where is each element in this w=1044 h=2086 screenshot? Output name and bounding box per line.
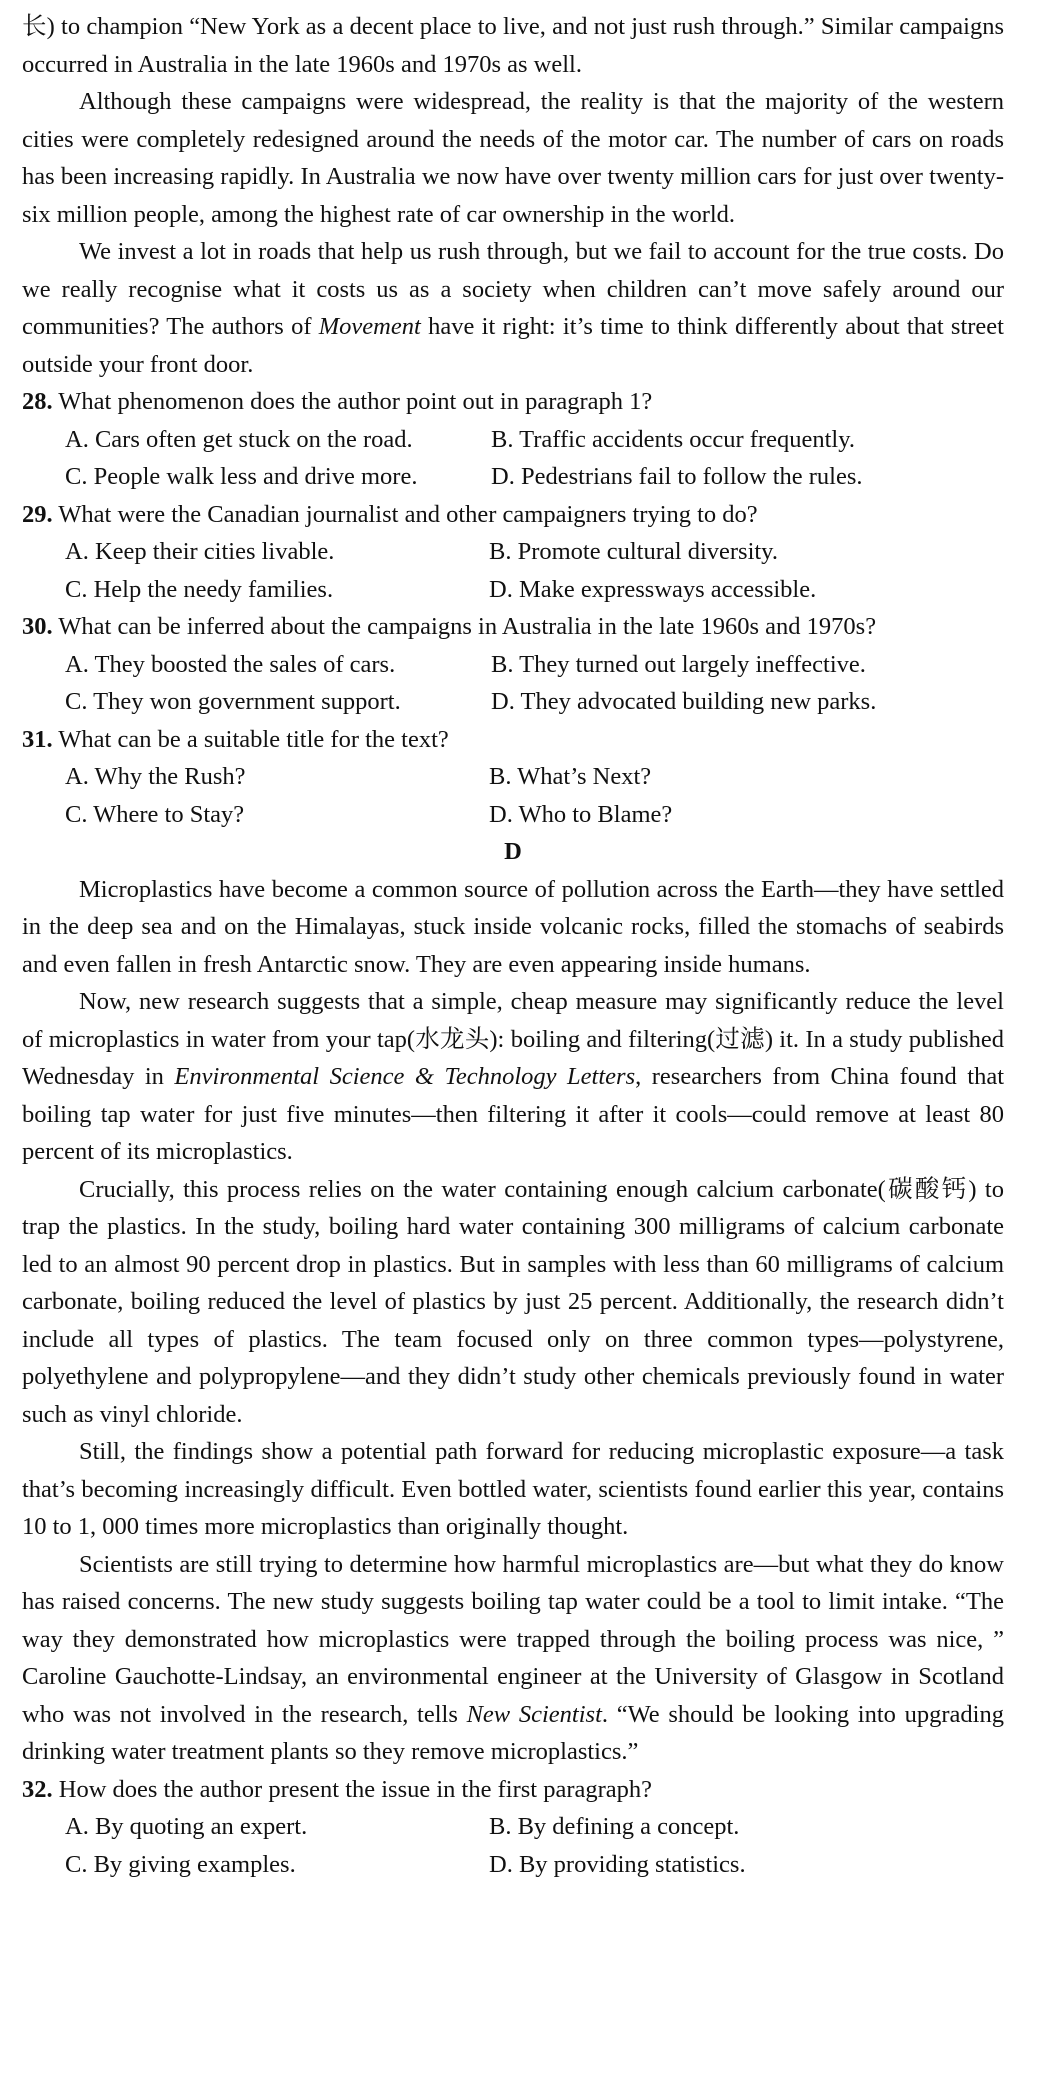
question-28 [22, 383, 1004, 496]
options [22, 758, 1004, 833]
question-text: What were the Canadian journalist and other campaigners trying to do? [52, 500, 758, 528]
question-number: 29. [22, 500, 53, 528]
paragraph-d-2 [22, 983, 1004, 1171]
paragraph-text: Crucially, this process relies on the water containing enough calcium carbonate(碳酸钙) to trap the plastics. In the study, boiling hard water containing 300 milligrams of calcium carbonate led to an almost 90 percent drop in plastics. But in samples with less than 60 milligrams of calcium carbonate, boiling reduced the level of plastics by just 25 percent. Additionally, the research didn’t include all types of plastics. The team focused only on three common types—polystyrene, polyethylene and polypropylene—and they didn’t study other chemicals previously found in water such as vinyl chloride. [22, 1175, 1004, 1428]
question-stem [22, 608, 1004, 646]
option-d: D. They advocated building new parks. [491, 688, 877, 715]
question-29 [22, 496, 1004, 609]
question-number: 30. [22, 613, 53, 640]
paragraph-text: Still, the findings show a potential path forward for reducing microplastic exposure—a task that’s becoming increasingly difficult. Even bottled water, scientists found earlier this year, contains 10 to 1, 000 times more microplastics than originally thought. [22, 1438, 1004, 1540]
options [22, 646, 1004, 721]
option-d: D. Who to Blame? [489, 800, 673, 828]
paragraph-d-3 [22, 1171, 1004, 1434]
option-d: D. Pedestrians fail to follow the rules. [491, 463, 863, 490]
question-30 [22, 608, 1004, 721]
question-stem [22, 721, 1004, 759]
option-a: A. By quoting an expert. [65, 1813, 308, 1840]
options [22, 1808, 1004, 1883]
option-c: C. Where to Stay? [65, 800, 245, 828]
question-text: What can be a suitable title for the text? [52, 725, 449, 753]
option-d: D. Make expressways accessible. [489, 575, 817, 603]
book-title: Movement [318, 313, 421, 340]
magazine-title: New Scientist [466, 1700, 602, 1728]
option-d: D. By providing statistics. [489, 1850, 746, 1878]
paragraph-c-3 [22, 233, 1004, 383]
option-b: B. By defining a concept. [489, 1813, 740, 1840]
paragraph-d-5 [22, 1546, 1004, 1771]
option-b: B. Traffic accidents occur frequently. [491, 425, 855, 453]
options [22, 421, 1004, 496]
paragraph-text: , researchers from China found that boiling tap water for just five minutes—then filtering it after it cools—could remove at least 80 percent of its microplastics. [22, 1063, 1004, 1165]
section-heading: D [504, 838, 522, 865]
question-31 [22, 721, 1004, 834]
question-text: What phenomenon does the author point out in paragraph 1? [52, 388, 653, 415]
option-b: B. They turned out largely ineffective. [491, 650, 866, 678]
option-a: A. Cars often get stuck on the road. [65, 425, 413, 453]
paragraph-text: have it right: it’s time to think differently about that street outside your front door. [22, 313, 1004, 378]
option-c: C. They won government support. [65, 688, 401, 715]
options [22, 533, 1004, 608]
option-c: C. By giving examples. [65, 1850, 296, 1878]
question-number: 32. [22, 1775, 53, 1803]
option-b: B. Promote cultural diversity. [489, 538, 778, 565]
paragraph-text: Scientists are still trying to determine how harmful microplastics are—but what they do know has raised concerns. The new study suggests boiling tap water could be a tool to limit intake. “The way they demonstrated how microplastics were trapped through the boiling process was nice, ” Caroline Gauchotte-Lindsay, an environmental engineer at the University of Glasgow in Scotland who was not involved in the research, tells [22, 1550, 1004, 1728]
option-b: B. What’s Next? [489, 763, 652, 790]
paragraph-text: Although these campaigns were widespread, the reality is that the majority of the western cities were completely redesigned around the needs of the motor car. The number of cars on roads has been increasing rapidly. In Australia we now have over twenty million cars for just over twenty-six million people, among the highest rate of car ownership in the world. [22, 88, 1004, 228]
option-a: A. They boosted the sales of cars. [65, 650, 396, 678]
question-stem [22, 496, 1004, 534]
paragraph-text: We invest a lot in roads that help us rush through, but we fail to account for the true costs. Do we really recognise what it costs us as a society when children can’t move safely around our communities? The authors of [22, 238, 1004, 340]
paragraph-d-1 [22, 871, 1004, 984]
paragraph-d-4 [22, 1433, 1004, 1546]
paragraph-c-2 [22, 83, 1004, 233]
paragraph-text: . “We should be looking into upgrading drinking water treatment plants so they remove microplastics.” [22, 1700, 1004, 1765]
paragraph-c-continued [22, 8, 1004, 83]
question-text: How does the author present the issue in the first paragraph? [52, 1775, 653, 1803]
option-c: C. Help the needy families. [65, 575, 334, 603]
journal-title: Environmental Science & Technology Letters [174, 1063, 636, 1090]
question-32 [22, 1771, 1004, 1884]
question-text: What can be inferred about the campaigns in Australia in the late 1960s and 1970s? [52, 613, 877, 640]
paragraph-text: 长) to champion “New York as a decent place to live, and not just rush through.” Similar campaigns occurred in Australia in the late 1960s and 1970s as well. [22, 13, 1004, 78]
paragraph-text: Microplastics have become a common source of pollution across the Earth—they have settled in the deep sea and on the Himalayas, stuck inside volcanic rocks, filled the stomachs of seabirds and even fallen in fresh Antarctic snow. They are even appearing inside humans. [22, 875, 1004, 978]
question-number: 31. [22, 725, 53, 753]
paragraph-text: Now, new research suggests that a simple, cheap measure may significantly reduce the level of microplastics in water from your tap(水龙头): boiling and filtering(过滤) it. In a study published Wednesday in [22, 988, 1004, 1090]
question-stem [22, 1771, 1004, 1809]
option-c: C. People walk less and drive more. [65, 463, 418, 490]
option-a: A. Why the Rush? [65, 763, 246, 790]
option-a: A. Keep their cities livable. [65, 538, 335, 565]
question-stem [22, 383, 1004, 421]
question-number: 28. [22, 388, 53, 415]
